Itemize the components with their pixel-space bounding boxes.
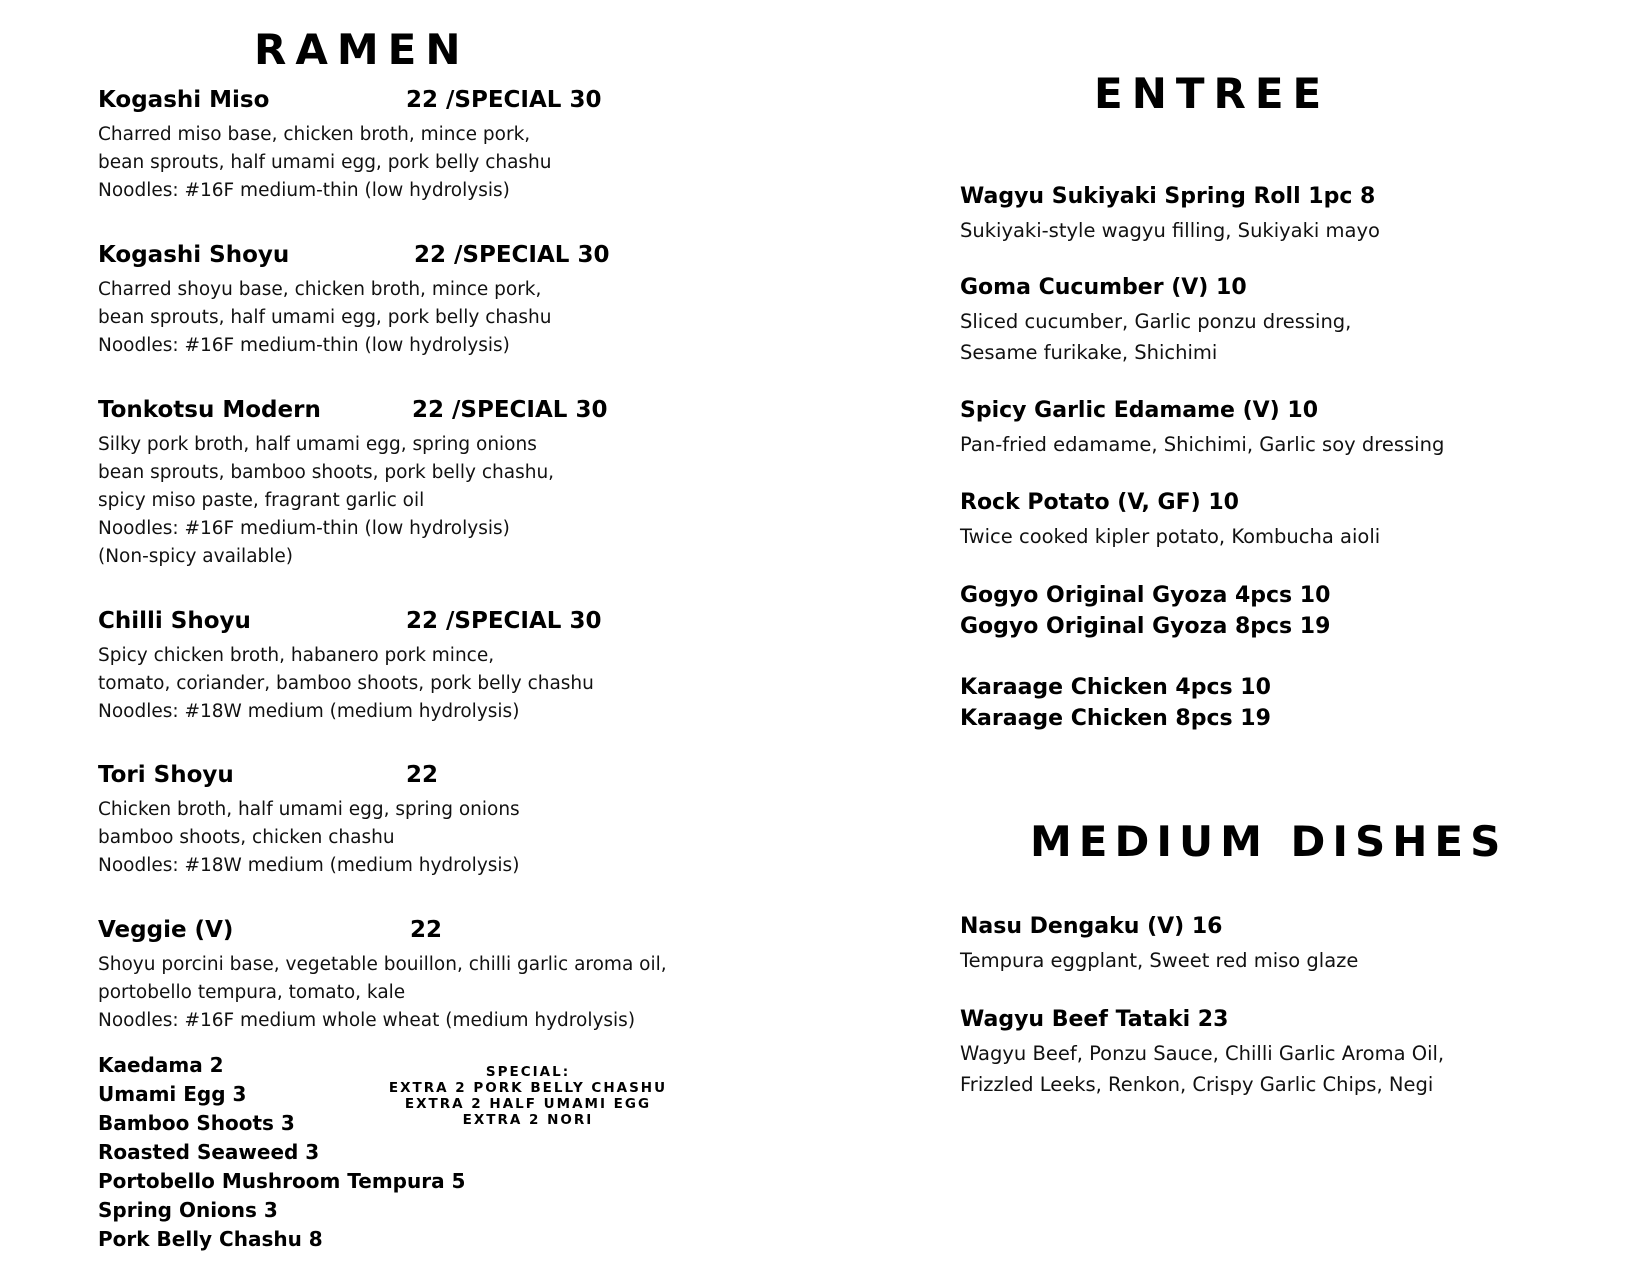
item-price: 22 /SPECIAL 30 <box>406 608 602 634</box>
extra-item: Pork Belly Chashu 8 <box>98 1227 323 1251</box>
entree-item <box>960 181 1380 246</box>
item-price: 22 /SPECIAL 30 <box>412 397 608 423</box>
medium-dish-item <box>960 1004 1444 1100</box>
ramen-item-veggie <box>98 915 738 1035</box>
ramen-item-chilli-shoyu <box>98 606 738 726</box>
entree-item-title: Rock Potato (V, GF) 10 <box>960 490 1239 515</box>
entree-item-title: Karaage Chicken 4pcs 10 Karaage Chicken 8pcs 19 <box>960 675 1271 731</box>
item-name: Chilli Shoyu <box>98 608 251 634</box>
medium-dishes-heading: MEDIUM DISHES <box>1030 817 1508 866</box>
special-line: EXTRA 2 PORK BELLY CHASHU <box>388 1080 668 1096</box>
extra-item: Roasted Seaweed 3 <box>98 1140 320 1164</box>
item-price: 22 /SPECIAL 30 <box>414 242 610 268</box>
item-description: Shoyu porcini base, vegetable bouillon, chilli garlic aroma oil, portobello tempura, tomato, kale Noodles: #16F medium whole wheat (medium hydrolysis) <box>98 954 667 1031</box>
item-name: Veggie (V) <box>98 917 234 943</box>
extra-item: Bamboo Shoots 3 <box>98 1111 295 1135</box>
entree-item-description: Twice cooked kipler potato, Kombucha aioli <box>960 525 1381 548</box>
entree-item <box>960 395 1444 460</box>
entree-item <box>960 272 1351 368</box>
item-description: Silky pork broth, half umami egg, spring onions bean sprouts, bamboo shoots, pork belly chashu, spicy miso paste, fragrant garlic oil Noodles: #16F medium-thin (low hydrolysis) (Non-spicy available) <box>98 434 555 567</box>
entree-heading: ENTREE <box>1094 69 1331 118</box>
special-line: EXTRA 2 NORI <box>462 1112 594 1128</box>
item-description: Charred shoyu base, chicken broth, mince pork, bean sprouts, half umami egg, pork belly chashu Noodles: #16F medium-thin (low hydrolysis) <box>98 279 552 356</box>
extra-item: Portobello Mushroom Tempura 5 <box>98 1169 466 1193</box>
item-description: Chicken broth, half umami egg, spring onions bamboo shoots, chicken chashu Noodles: #18W medium (medium hydrolysis) <box>98 799 520 876</box>
entree-item <box>960 580 1330 642</box>
medium-dish-title: Nasu Dengaku (V) 16 <box>960 914 1223 939</box>
special-title: SPECIAL: <box>485 1064 571 1080</box>
item-name: Kogashi Shoyu <box>98 242 290 268</box>
entree-item-title: Gogyo Original Gyoza 4pcs 10 Gogyo Original Gyoza 8pcs 19 <box>960 583 1331 639</box>
entree-item-title: Spicy Garlic Edamame (V) 10 <box>960 398 1319 423</box>
special-line: EXTRA 2 HALF UMAMI EGG <box>404 1096 652 1112</box>
entree-item-description: Sukiyaki-style wagyu filling, Sukiyaki mayo <box>960 219 1380 242</box>
medium-dish-description: Wagyu Beef, Ponzu Sauce, Chilli Garlic Aroma Oil, Frizzled Leeks, Renkon, Crispy Garlic Chips, Negi <box>960 1042 1445 1096</box>
extra-item: Kaedama 2 <box>98 1053 224 1077</box>
entree-item <box>960 487 1380 552</box>
entree-item-title: Wagyu Sukiyaki Spring Roll 1pc 8 <box>960 184 1376 209</box>
ramen-item-kogashi-shoyu <box>98 240 738 360</box>
item-price: 22 /SPECIAL 30 <box>406 87 602 113</box>
medium-dish-title: Wagyu Beef Tataki 23 <box>960 1007 1229 1032</box>
entree-item <box>960 672 1271 734</box>
ramen-item-tori-shoyu <box>98 760 738 880</box>
entree-item-description: Sliced cucumber, Garlic ponzu dressing, Sesame furikake, Shichimi <box>960 310 1352 364</box>
entree-item-description: Pan-fried edamame, Shichimi, Garlic soy dressing <box>960 433 1445 456</box>
item-name: Kogashi Miso <box>98 87 270 113</box>
special-note <box>378 1064 678 1128</box>
item-name: Tonkotsu Modern <box>98 397 321 423</box>
medium-dish-item <box>960 911 1358 976</box>
item-price: 22 <box>410 917 443 943</box>
ramen-item-tonkotsu-modern <box>98 395 738 571</box>
item-price: 22 <box>406 762 439 788</box>
ramen-item-kogashi-miso <box>98 85 738 205</box>
item-description: Charred miso base, chicken broth, mince pork, bean sprouts, half umami egg, pork belly chashu Noodles: #16F medium-thin (low hydrolysis) <box>98 124 552 201</box>
extra-item: Umami Egg 3 <box>98 1082 247 1106</box>
item-description: Spicy chicken broth, habanero pork mince, tomato, coriander, bamboo shoots, pork belly chashu Noodles: #18W medium (medium hydrolysis) <box>98 645 594 722</box>
item-name: Tori Shoyu <box>98 762 234 788</box>
medium-dish-description: Tempura eggplant, Sweet red miso glaze <box>960 949 1359 972</box>
entree-item-title: Goma Cucumber (V) 10 <box>960 275 1247 300</box>
ramen-heading: RAMEN <box>254 25 470 74</box>
extra-item: Spring Onions 3 <box>98 1198 278 1222</box>
